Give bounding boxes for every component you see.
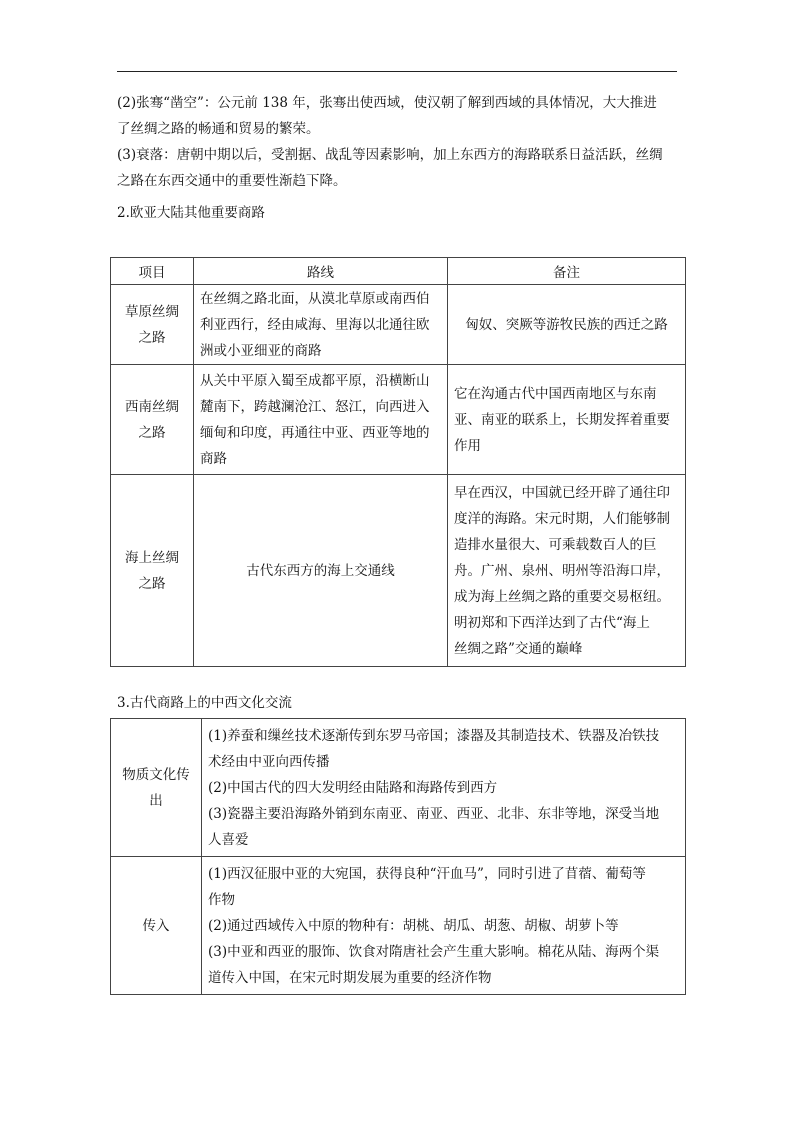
intro-paragraph bbox=[117, 90, 679, 194]
section-3-title: 3.古代商路上的中西文化交流 bbox=[117, 695, 292, 711]
table-row bbox=[111, 719, 686, 857]
route-name: 西南丝绸 之路 bbox=[111, 365, 194, 475]
header-rule bbox=[117, 71, 677, 72]
intro-line: (2)张骞“凿空”：公元前 138 年，张骞出使西域，使汉朝了解到西域的具体情况，大大推进 bbox=[117, 95, 657, 111]
table-header-row bbox=[111, 258, 686, 285]
route-name: 海上丝绸 之路 bbox=[111, 475, 194, 667]
exchange-item: (3)中亚和西亚的服饰、饮食对隋唐社会产生重大影响。棉花从陆、海两个渠 道传入中国，在宋元时期发展为重要的经济作物 bbox=[208, 943, 660, 986]
exchange-category: 传入 bbox=[111, 857, 202, 995]
route-description: 古代东西方的海上交通线 bbox=[194, 475, 448, 667]
table-row bbox=[111, 857, 686, 995]
route-note: 匈奴、突厥等游牧民族的西迁之路 bbox=[448, 285, 686, 365]
cultural-exchange-table bbox=[110, 718, 686, 995]
exchange-item: (2)通过西域传入中原的物种有：胡桃、胡瓜、胡葱、胡椒、胡萝卜等 bbox=[208, 917, 619, 934]
route-name: 草原丝绸 之路 bbox=[111, 285, 194, 365]
exchange-details bbox=[202, 719, 686, 857]
exchange-item: (3)瓷器主要沿海路外销到东南亚、南亚、西亚、北非、东非等地，深受当地 人喜爱 bbox=[208, 805, 660, 848]
exchange-item: (2)中国古代的四大发明经由陆路和海路传到西方 bbox=[208, 779, 498, 796]
route-note: 早在西汉，中国就已经开辟了通往印 度洋的海路。宋元时期，人们能够制 造排水量很大、可乘载数百人的巨 舟。广州、泉州、明州等沿海口岸， 成为海上丝绸之路的重要交易枢纽。 明初郑和下西洋达到了古代“海上 丝绸之路”交通的巅峰 bbox=[448, 475, 686, 667]
intro-line: 了丝绸之路的畅通和贸易的繁荣。 bbox=[117, 121, 320, 137]
exchange-item: (1)养蚕和缫丝技术逐渐传到东罗马帝国；漆器及其制造技术、铁器及冶铁技 术经由中亚向西传播 bbox=[208, 727, 660, 770]
table-row bbox=[111, 365, 686, 475]
route-description: 从关中平原入蜀至成都平原，沿横断山 麓南下，跨越澜沧江、怒江，向西进入 缅甸和印度，再通往中亚、西亚等地的 商路 bbox=[194, 365, 448, 475]
table-row bbox=[111, 285, 686, 365]
intro-line: (3)衰落：唐朝中期以后，受割据、战乱等因素影响，加上东西方的海路联系日益活跃，丝绸 bbox=[117, 147, 663, 163]
trade-routes-table bbox=[110, 257, 686, 667]
header-note: 备注 bbox=[448, 258, 686, 285]
route-note: 它在沟通古代中国西南地区与东南 亚、南亚的联系上，长期发挥着重要 作用 bbox=[448, 365, 686, 475]
section-2-title: 2.欧亚大陆其他重要商路 bbox=[117, 205, 265, 221]
exchange-category: 物质文化传 出 bbox=[111, 719, 202, 857]
exchange-details bbox=[202, 857, 686, 995]
table-row bbox=[111, 475, 686, 667]
route-description: 在丝绸之路北面，从漠北草原或南西伯 利亚西行，经由咸海、里海以北通往欧 洲或小亚细亚的商路 bbox=[194, 285, 448, 365]
intro-line: 之路在东西交通中的重要性渐趋下降。 bbox=[117, 173, 347, 189]
exchange-item: (1)西汉征服中亚的大宛国，获得良种“汗血马”，同时引进了苜蓿、葡萄等 作物 bbox=[208, 865, 646, 908]
header-item: 项目 bbox=[111, 258, 194, 285]
header-route: 路线 bbox=[194, 258, 448, 285]
